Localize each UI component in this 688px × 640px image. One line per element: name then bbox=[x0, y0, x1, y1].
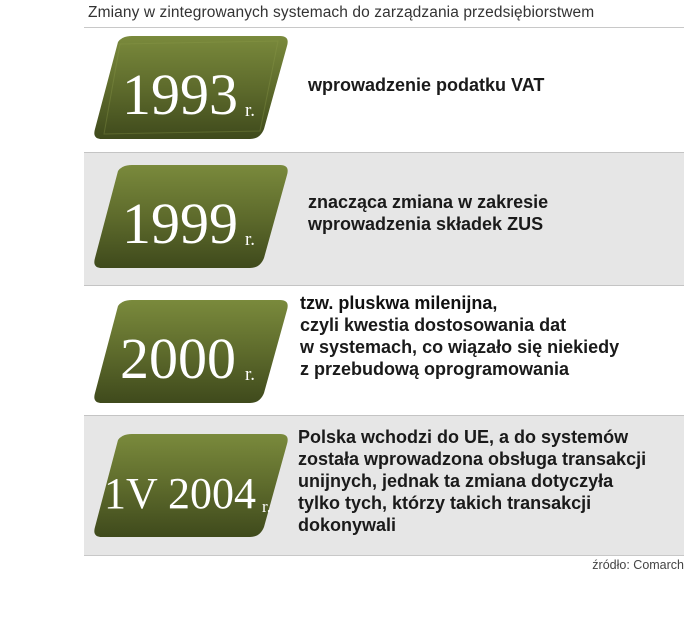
source-note: źródło: Comarch bbox=[592, 558, 684, 572]
bottom-divider bbox=[84, 555, 684, 556]
description-line: wprowadzenia składek ZUS bbox=[308, 214, 544, 234]
description-line: unijnych, jednak ta zmiana dotyczyła bbox=[298, 471, 614, 491]
description-line: została wprowadzona obsługa transakcji bbox=[298, 449, 647, 469]
description-line: dokonywali bbox=[298, 515, 397, 535]
description-line: tzw. pluskwa milenijna, bbox=[300, 293, 498, 313]
year-suffix: r. bbox=[245, 364, 256, 385]
entry-description bbox=[308, 191, 548, 235]
timeline-row-2004 bbox=[84, 416, 684, 555]
description-line: znacząca zmiana w zakresie bbox=[308, 192, 549, 212]
year-badge bbox=[90, 36, 290, 139]
timeline-row-1999 bbox=[84, 153, 684, 286]
year-badge bbox=[90, 165, 290, 268]
timeline-row-1993 bbox=[84, 28, 684, 153]
entry-description bbox=[298, 426, 646, 536]
year-text: 1V 2004 bbox=[104, 469, 256, 518]
description-line: wprowadzenie podatku VAT bbox=[308, 75, 545, 95]
entry-description bbox=[300, 292, 619, 380]
year-suffix: r. bbox=[245, 229, 256, 250]
year-text: 1999 bbox=[122, 191, 238, 256]
year-suffix: r. bbox=[245, 100, 256, 121]
description-line: w systemach, co wiązało się niekiedy bbox=[300, 337, 620, 357]
year-text: 2000 bbox=[120, 326, 236, 391]
description-line: z przebudową oprogramowania bbox=[300, 359, 570, 379]
description-line: czyli kwestia dostosowania dat bbox=[300, 315, 567, 335]
year-badge bbox=[90, 434, 290, 537]
year-text: 1993 bbox=[122, 62, 238, 127]
year-suffix: r. bbox=[262, 497, 271, 516]
year-badge bbox=[90, 300, 290, 403]
infographic-title: Zmiany w zintegrowanych systemach do zarządzania przedsiębiorstwem bbox=[88, 4, 595, 21]
timeline-row-2000 bbox=[84, 286, 684, 416]
description-line: Polska wchodzi do UE, a do systemów bbox=[298, 427, 629, 447]
entry-description bbox=[308, 74, 544, 96]
description-line: tylko tych, którzy takich transakcji bbox=[298, 493, 592, 513]
